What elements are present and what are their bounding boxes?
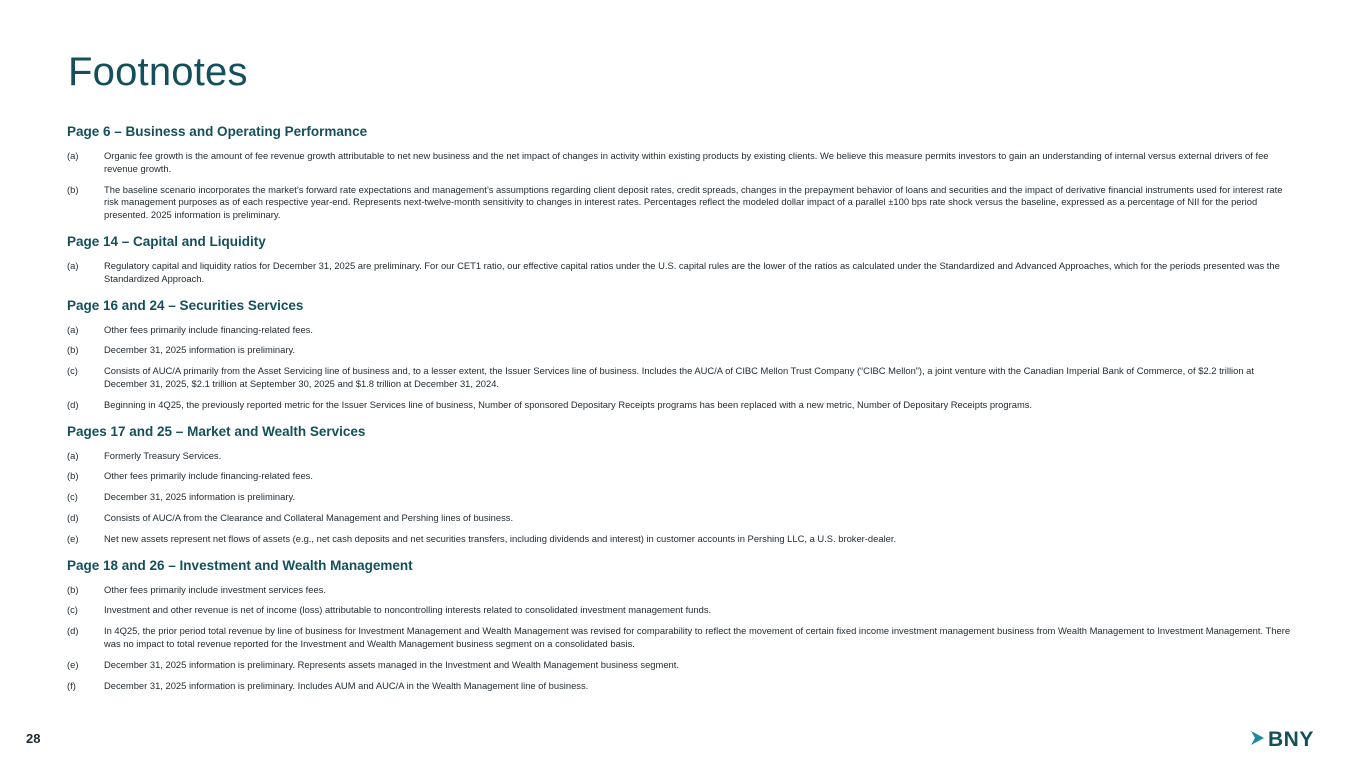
section-heading: Page 18 and 26 – Investment and Wealth Management (67, 557, 413, 573)
footnote-text: Organic fee growth is the amount of fee revenue growth attributable to net new business and the net impact of changes in activity within existing products by existing clients. We believe this measure permits investors to gain an understanding of internal versus external drivers of fee revenue growth. (104, 150, 1269, 174)
footnote-text: Consists of AUC/A from the Clearance and Collateral Management and Pershing lines of business. (104, 511, 514, 523)
footnote-text: December 31, 2025 information is preliminary. (104, 344, 296, 356)
footnote-text: In 4Q25, the prior period total revenue by line of business for Investment Management and Wealth Management was revised for comparability to reflect the movement of certain fixed income investment management business from Wealth Management to Investment Management. There was no impact to total revenue reported for the Investment and Wealth Management business segment on a consolidated basis. (104, 625, 1291, 649)
footnote-text: Other fees primarily include financing-related fees. (104, 470, 313, 482)
footnote-text: December 31, 2025 information is preliminary. Includes AUM and AUC/A in the Wealth Management line of business. (104, 679, 589, 691)
footnote-text: December 31, 2025 information is preliminary. (104, 491, 296, 503)
footnote-item (67, 399, 1299, 412)
footnote-item (67, 680, 1299, 693)
section-heading: Pages 17 and 25 – Market and Wealth Services (67, 423, 366, 439)
footnote-item (67, 604, 1299, 617)
footnote-item (67, 533, 1299, 546)
footnote-item (67, 625, 1299, 651)
footnote-item (67, 365, 1299, 391)
footnote-letter: (a) (67, 150, 79, 161)
footnote-letter: (d) (67, 398, 79, 410)
footnote-letter: (f) (67, 679, 76, 691)
footnote-letter: (b) (67, 344, 79, 356)
logo-arrow-icon (1251, 731, 1264, 745)
footnote-item (67, 450, 1299, 463)
footnote-text: Other fees primarily include financing-related fees. (104, 323, 313, 335)
footnotes-content (67, 123, 1299, 703)
footnote-letter: (a) (67, 323, 79, 335)
footnote-text: Other fees primarily include investment services fees. (104, 583, 326, 595)
footnote-item (67, 659, 1299, 672)
footnote-letter: (d) (67, 625, 79, 637)
footnote-item (67, 260, 1299, 286)
footnote-text: Regulatory capital and liquidity ratios for December 31, 2025 are preliminary. For our CET1 ratio, our effective capital ratios under the U.S. capital rules are the lower of the ratios as calculated under the Standardized and Advanced Approaches, which for the periods presented was the Standardized Approach. (104, 259, 1280, 284)
footnote-item (67, 150, 1299, 176)
page-number: 28 (26, 731, 41, 746)
logo-text: BNY (1268, 728, 1314, 748)
section-heading: Page 6 – Business and Operating Performance (67, 124, 368, 139)
footnote-section (67, 557, 1299, 693)
footnote-text: December 31, 2025 information is preliminary. Represents assets managed in the Investment and Wealth Management business segment. (104, 658, 679, 670)
footnote-letter: (e) (67, 658, 79, 670)
section-heading: Page 16 and 24 – Securities Services (67, 297, 304, 313)
footnote-item (67, 324, 1299, 337)
footnote-item (67, 491, 1299, 504)
footnote-section (67, 233, 1299, 286)
footnote-text: Consists of AUC/A primarily from the Asset Servicing line of business and, to a lesser extent, the Issuer Services line of business. Includes the AUC/A of CIBC Mellon Trust Company (“CIBC Mellon”), a joint venture with the Canadian Imperial Bank of Commerce, of $2.2 trillion at December 31, 2025, $2.1 trillion at September 30, 2025 and $1.8 trillion at December 31, 2024. (104, 365, 1254, 389)
footnote-letter: (c) (67, 604, 78, 616)
footnote-letter: (b) (67, 470, 79, 482)
footnote-section (67, 297, 1299, 412)
footnote-letter: (b) (67, 583, 79, 595)
footnote-item (67, 470, 1299, 483)
bny-logo (1250, 728, 1334, 748)
footnote-letter: (e) (67, 532, 79, 544)
footnote-item (67, 184, 1299, 222)
footnote-letter: (c) (67, 365, 78, 377)
footnote-text: Investment and other revenue is net of income (loss) attributable to noncontrolling interests related to consolidated investment management funds. (104, 604, 712, 616)
footnote-letter: (a) (67, 259, 79, 271)
footnote-text: The baseline scenario incorporates the market’s forward rate expectations and management’s assumptions regarding client deposit rates, credit spreads, changes in the prepayment behavior of loans and securities and the impact of derivative financial instruments used for interest rate risk management purposes as of each respective year-end. Represents next-twelve-month sensitivity to changes in interest rates. Percentages reflect the modeled dollar impact of a parallel ±100 bps rate shock versus the baseline, expressed as a percentage of NII for the period presented. 2025 information is preliminary. (104, 183, 1283, 221)
footnote-item (67, 344, 1299, 357)
page-title: Footnotes (68, 50, 248, 94)
footnote-section (67, 423, 1299, 546)
footnote-letter: (a) (67, 449, 79, 461)
footnote-letter: (c) (67, 491, 78, 503)
footnote-item (67, 584, 1299, 597)
section-heading: Page 14 – Capital and Liquidity (67, 233, 266, 249)
footnote-text: Formerly Treasury Services. (104, 449, 222, 461)
footnote-item (67, 512, 1299, 525)
footnote-text: Net new assets represent net flows of assets (e.g., net cash deposits and net securities transfers, including dividends and interest) in customer accounts in Pershing LLC, a U.S. broker-dealer. (104, 532, 897, 544)
footnote-letter: (b) (67, 183, 79, 195)
footnote-text: Beginning in 4Q25, the previously reported metric for the Issuer Services line of business, Number of sponsored Depositary Receipts programs has been replaced with a new metric, Number of Depositary Receipts programs. (104, 398, 1033, 410)
footnote-letter: (d) (67, 511, 79, 523)
footnote-section (67, 123, 1299, 222)
